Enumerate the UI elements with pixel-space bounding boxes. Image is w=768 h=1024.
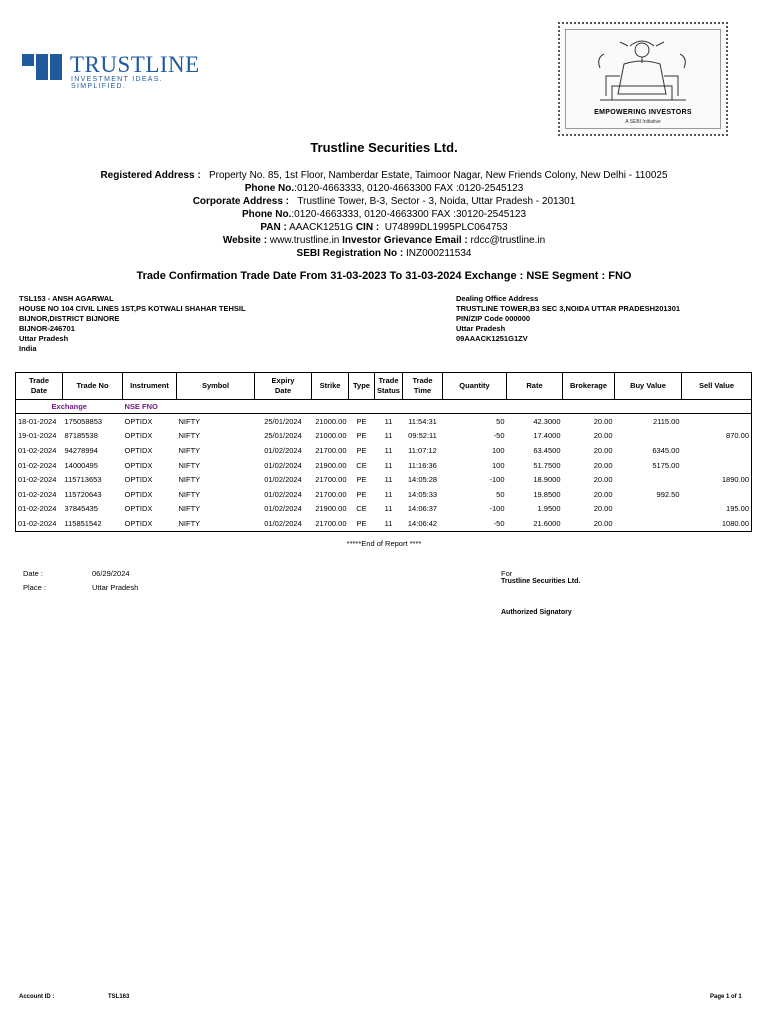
table-cell: 01-02-2024	[18, 445, 57, 455]
column-header: Symbol	[177, 373, 255, 400]
dealing-line: Uttar Pradesh	[456, 323, 506, 333]
table-cell: 5175.00	[652, 460, 680, 470]
table-cell: PE	[356, 431, 367, 441]
end-of-report: *****End of Report ****	[346, 539, 422, 548]
table-cell: 14:05:33	[407, 489, 438, 499]
table-cell: 50	[496, 416, 505, 426]
table-cell: 2115.00	[652, 416, 680, 426]
date-value: 06/29/2024	[92, 569, 130, 578]
table-cell: NIFTY	[178, 416, 201, 426]
table-row	[16, 502, 752, 517]
column-header: Brokerage	[563, 373, 615, 400]
table-cell	[615, 429, 682, 444]
table-cell: 14:06:37	[407, 504, 438, 514]
table-cell: PE	[356, 445, 367, 455]
column-header: Sell Value	[682, 373, 752, 400]
table-cell: 20.00	[593, 489, 613, 499]
table-cell	[682, 458, 752, 473]
place-label: Place :	[23, 583, 46, 592]
table-cell: 115713653	[64, 475, 102, 485]
dealing-office-details	[456, 294, 680, 344]
table-cell: 992.50	[656, 489, 680, 499]
table-cell: 11	[384, 416, 393, 426]
table-cell: 11	[384, 475, 393, 485]
table-cell: 21700.00	[315, 445, 347, 455]
table-cell: 175058853	[64, 416, 103, 426]
client-line: BIJNOR-246701	[19, 323, 75, 333]
table-cell	[615, 516, 682, 531]
table-cell: 87185538	[64, 431, 98, 441]
corporate-address: Corporate Address : Trustline Tower, B-3, Sector - 3, Noida, Uttar Pradesh - 201301	[192, 196, 576, 207]
dealing-line: 09AAACK1251G1ZV	[456, 333, 528, 343]
table-cell: -50	[493, 518, 505, 528]
table-cell: 100	[491, 445, 505, 455]
table-cell: 1080.00	[721, 518, 749, 528]
client-line: TSL153 - ANSH AGARWAL	[19, 294, 114, 303]
table-cell: 11:54:31	[408, 416, 437, 426]
column-header: Trade Status	[375, 373, 403, 400]
table-cell: 01/02/2024	[264, 504, 302, 514]
trade-table	[15, 372, 752, 532]
table-cell: 21000.00	[315, 431, 347, 441]
table-row	[16, 472, 752, 487]
table-cell: 20.00	[593, 460, 613, 470]
table-cell: 11	[384, 445, 393, 455]
page-number: Page 1 of 1	[710, 994, 742, 1000]
table-cell: 195.00	[726, 504, 749, 514]
table-cell: NIFTY	[178, 475, 201, 485]
table-cell: 11	[384, 460, 393, 470]
table-cell: CE	[356, 460, 367, 470]
column-header: Expiry Date	[255, 373, 312, 400]
column-header: Trade No	[63, 373, 123, 400]
table-header-row	[16, 373, 752, 400]
table-cell: 18-01-2024	[18, 416, 57, 426]
table-cell: CE	[356, 504, 367, 514]
table-cell: 1.9500	[537, 504, 561, 514]
table-cell: NIFTY	[178, 460, 201, 470]
table-cell: 51.7500	[533, 460, 561, 470]
table-cell: 21900.00	[315, 504, 347, 514]
table-cell: OPTIDX	[124, 475, 153, 485]
table-cell: 01-02-2024	[18, 489, 57, 499]
place-value: Uttar Pradesh	[92, 583, 139, 592]
table-cell: OPTIDX	[124, 504, 153, 514]
table-cell: 20.00	[593, 518, 613, 528]
table-cell: 21.6000	[533, 518, 561, 528]
client-line: India	[19, 343, 37, 353]
table-cell: 01/02/2024	[264, 518, 302, 528]
dealing-line: PIN/ZIP Code 000000	[456, 313, 531, 323]
table-cell: 115851542	[64, 518, 102, 528]
table-cell: PE	[356, 416, 367, 426]
table-cell: 21700.00	[315, 518, 347, 528]
table-cell: NIFTY	[178, 518, 201, 528]
table-cell: 25/01/2024	[264, 431, 302, 441]
table-cell: 01/02/2024	[264, 445, 302, 455]
for-label: For	[501, 569, 513, 578]
dealing-line: TRUSTLINE TOWER,B3 SEC 3,NOIDA UTTAR PRADESH201301	[456, 303, 681, 313]
table-cell: 01-02-2024	[18, 460, 57, 470]
table-cell: OPTIDX	[124, 460, 153, 470]
corporate-phone: Phone No.:0120-4663333, 0120-4663300 FAX :30120-2545123	[241, 209, 527, 220]
table-cell: 18.9000	[533, 475, 561, 485]
trustline-logo	[22, 52, 212, 90]
table-cell: 42.3000	[533, 416, 561, 426]
pan-cin: PAN : AAACK1251G CIN : U74899DL1995PLC064753	[260, 222, 508, 233]
column-header: Rate	[507, 373, 563, 400]
table-cell: 20.00	[593, 504, 613, 514]
table-cell	[615, 502, 682, 517]
table-row	[16, 487, 752, 502]
table-cell: 21000.00	[315, 416, 347, 426]
table-cell: -100	[489, 475, 505, 485]
table-cell: 11:07:12	[408, 445, 437, 455]
table-cell: 01/02/2024	[264, 489, 302, 499]
client-details	[19, 294, 246, 353]
exchange-value: NSE FNO	[123, 400, 752, 414]
table-cell: 20.00	[593, 431, 613, 441]
dealing-line: Dealing Office Address	[456, 294, 539, 303]
table-cell: OPTIDX	[124, 416, 153, 426]
table-cell: NIFTY	[178, 504, 201, 514]
logo-mark-icon	[22, 54, 64, 82]
table-cell: 14:05:28	[407, 475, 438, 485]
table-cell: -50	[493, 431, 505, 441]
table-cell: 115720643	[64, 489, 102, 499]
table-cell: 01-02-2024	[18, 475, 57, 485]
account-id-value: TSL163	[108, 994, 130, 1000]
table-cell: PE	[356, 518, 367, 528]
table-cell: 21900.00	[315, 460, 347, 470]
table-cell: 21700.00	[315, 475, 347, 485]
table-row	[16, 414, 752, 429]
table-cell: 11:16:36	[408, 460, 437, 470]
table-cell: 100	[491, 460, 505, 470]
table-row	[16, 443, 752, 458]
investor-illustration-icon	[560, 24, 730, 114]
logo-tagline: INVESTMENT IDEAS. SIMPLIFIED.	[71, 76, 163, 90]
table-cell: 6345.00	[652, 445, 680, 455]
client-line: Uttar Pradesh	[19, 333, 69, 343]
table-cell: 01-02-2024	[18, 504, 57, 514]
website-grievance: Website : www.trustline.in Investor Grievance Email : rdcc@trustline.in	[222, 235, 546, 246]
table-cell: 1890.00	[721, 475, 749, 485]
client-line: HOUSE NO 104 CIVIL LINES 1ST,PS KOTWALI SHAHAR TEHSIL	[19, 303, 246, 313]
table-row	[16, 458, 752, 473]
column-header: Strike	[312, 373, 349, 400]
table-row	[16, 429, 752, 444]
authorized-signatory: Authorized Signatory	[501, 609, 572, 616]
stamp-title: EMPOWERING INVESTORS	[594, 109, 692, 116]
table-cell: 01-02-2024	[18, 518, 57, 528]
table-cell: 50	[496, 489, 505, 499]
for-company: Trustline Securities Ltd.	[501, 578, 581, 585]
table-cell: NIFTY	[178, 489, 201, 499]
stamp-subtitle: A SEBI Initiative	[625, 119, 661, 125]
table-cell: 11	[384, 504, 393, 514]
registered-address: Registered Address : Property No. 85, 1st Floor, Namberdar Estate, Taimoor Nagar, New Friends Colony, New Delhi - 110025	[100, 170, 668, 181]
column-header: Buy Value	[615, 373, 682, 400]
table-cell: 94278994	[64, 445, 98, 455]
table-cell: 19.8500	[533, 489, 561, 499]
table-cell: 870.00	[726, 431, 749, 441]
table-cell: 09:52:11	[408, 431, 437, 441]
registered-phone: Phone No.:0120-4663333, 0120-4663300 FAX :0120-2545123	[244, 183, 524, 194]
company-name: Trustline Securities Ltd.	[310, 140, 458, 155]
exchange-row	[16, 400, 752, 414]
table-cell: OPTIDX	[124, 445, 153, 455]
table-cell: -100	[489, 504, 505, 514]
column-header: Trade Time	[403, 373, 443, 400]
column-header: Trade Date	[16, 373, 63, 400]
table-cell: PE	[356, 475, 367, 485]
table-cell	[682, 443, 752, 458]
table-cell: NIFTY	[178, 431, 201, 441]
client-line: BIJNOR,DISTRICT BIJNORE	[19, 313, 120, 323]
table-cell: 11	[384, 431, 393, 441]
table-cell: 01/02/2024	[264, 460, 302, 470]
empowering-investors-stamp	[558, 22, 728, 136]
table-cell	[615, 472, 682, 487]
table-cell	[682, 414, 752, 429]
table-cell: 11	[384, 518, 393, 528]
table-cell: 14:06:42	[407, 518, 438, 528]
table-cell: 01/02/2024	[264, 475, 302, 485]
table-cell: 20.00	[593, 416, 613, 426]
table-cell: 37845435	[64, 504, 98, 514]
date-label: Date :	[23, 569, 44, 578]
table-cell: NIFTY	[178, 445, 201, 455]
confirmation-title: Trade Confirmation Trade Date From 31-03-2023 To 31-03-2024 Exchange : NSE Segment : FNO	[136, 270, 632, 282]
table-cell: 63.4500	[533, 445, 561, 455]
column-header: Instrument	[123, 373, 177, 400]
column-header: Quantity	[443, 373, 507, 400]
table-cell: PE	[356, 489, 367, 499]
table-cell: 19-01-2024	[18, 431, 57, 441]
table-cell: 25/01/2024	[264, 416, 302, 426]
column-header: Type	[349, 373, 375, 400]
table-cell: 20.00	[593, 445, 613, 455]
exchange-label: Exchange	[16, 400, 123, 414]
sebi-registration: SEBI Registration No : INZ000211534	[296, 248, 472, 259]
table-row	[16, 516, 752, 531]
table-cell: OPTIDX	[124, 489, 153, 499]
table-cell: 17.4000	[533, 431, 561, 441]
table-cell: 21700.00	[315, 489, 347, 499]
table-cell: 11	[384, 489, 393, 499]
table-cell: OPTIDX	[124, 518, 153, 528]
table-cell: 14000495	[64, 460, 98, 470]
logo-name: TRUSTLINE	[70, 52, 200, 77]
table-cell: OPTIDX	[124, 431, 153, 441]
table-cell	[682, 487, 752, 502]
table-cell: 20.00	[593, 475, 613, 485]
account-id-label: Account ID :	[19, 994, 55, 1000]
